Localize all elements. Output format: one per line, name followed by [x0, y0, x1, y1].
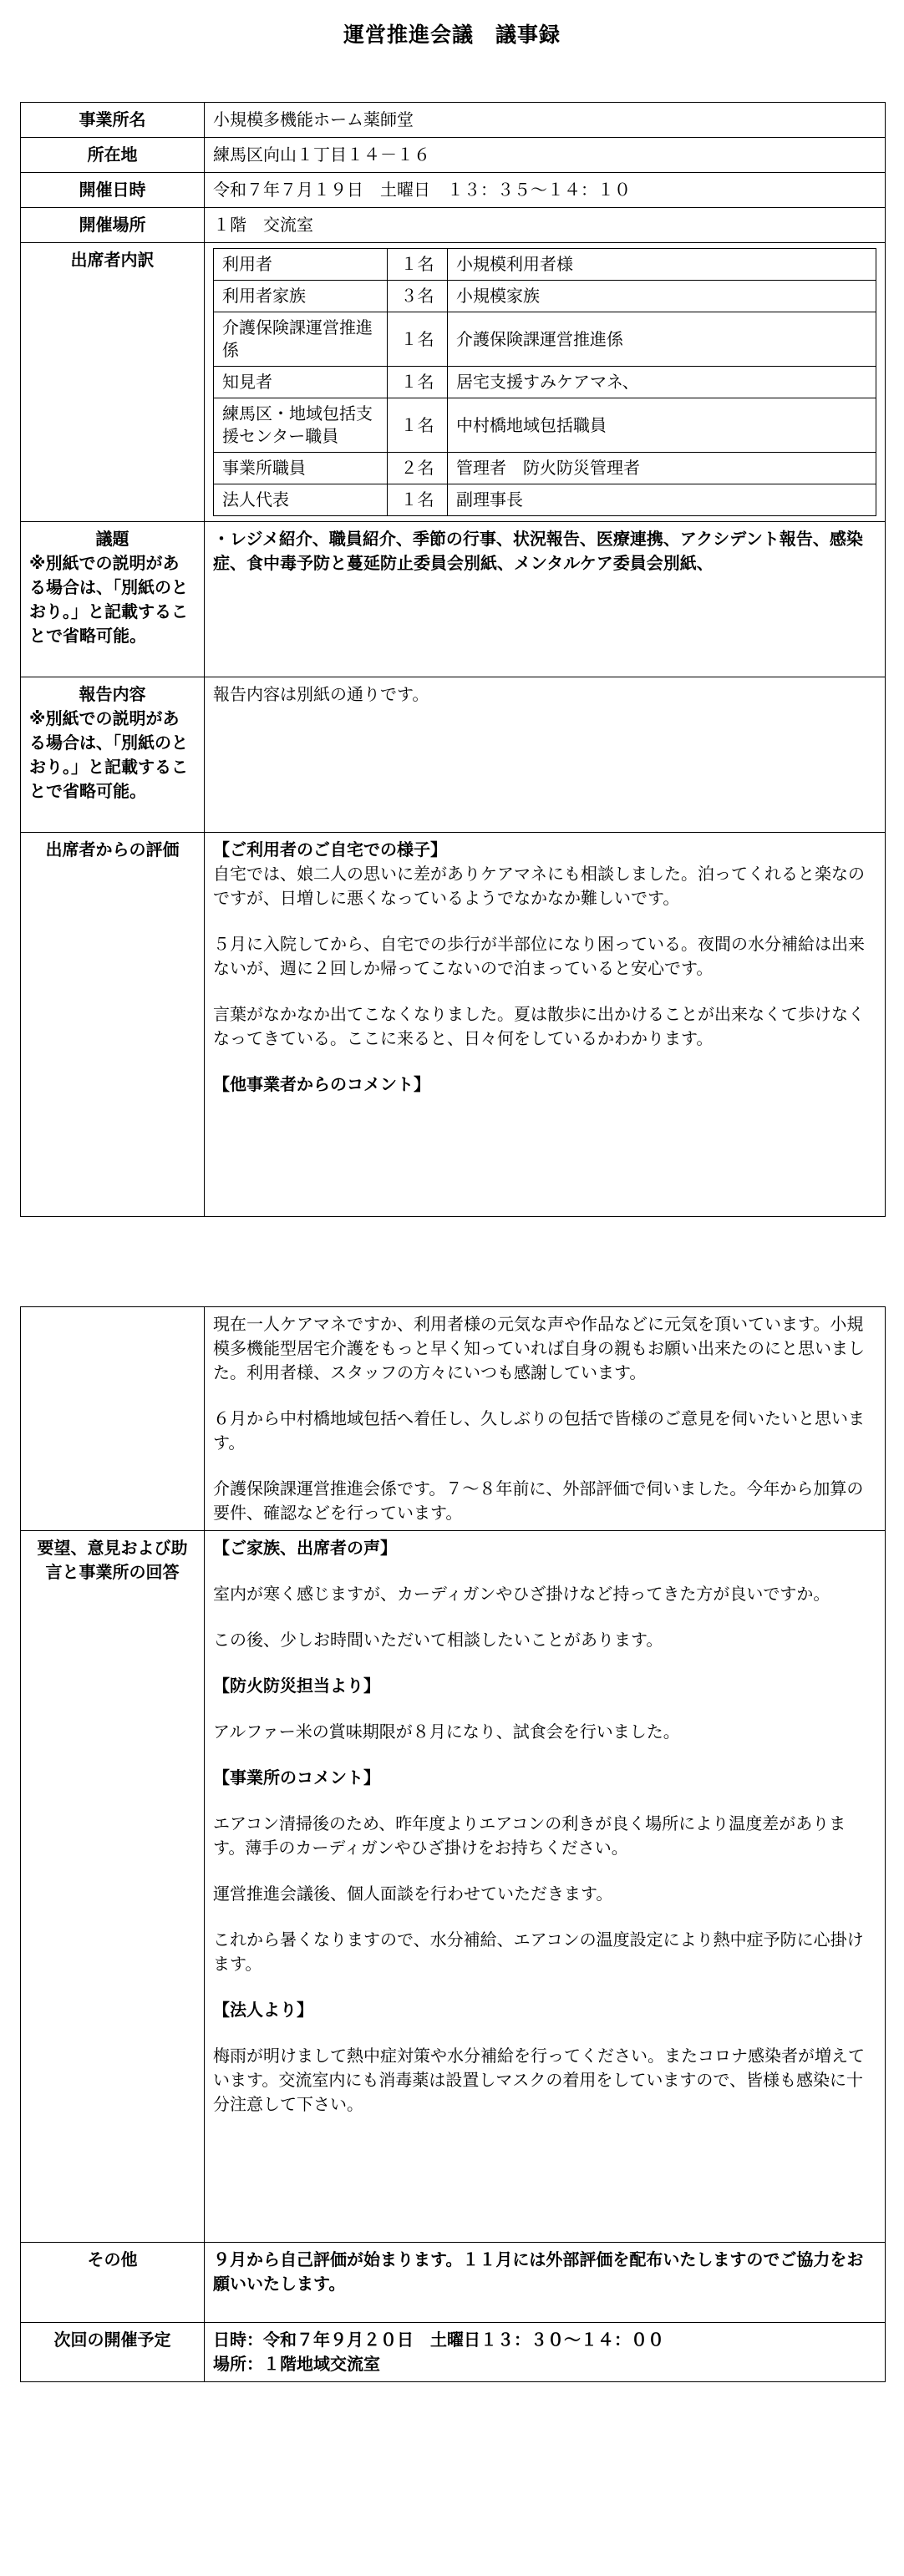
evaluation-continued-cell	[205, 1307, 886, 1531]
attendee-detail: 居宅支援すみケアマネ、	[448, 367, 876, 398]
attendee-role: 練馬区・地域包括支援センター職員	[214, 398, 388, 453]
agenda-note: ※別紙での説明がある場合は、「別紙のとおり。」と記載することで省略可能。	[29, 553, 188, 646]
attendee-row	[214, 484, 876, 516]
minutes-table-page1	[20, 102, 886, 1217]
attendee-detail: 小規模家族	[448, 281, 876, 312]
minutes-table-page2	[20, 1306, 886, 2382]
next-label: 次回の開催予定	[21, 2323, 205, 2382]
office-value: 小規模多機能ホーム薬師堂	[205, 103, 886, 138]
page-title: 運営推進会議 議事録	[343, 23, 561, 47]
requests-heading-corporation: 【法人より】	[213, 2000, 313, 2020]
evaluation-paragraph: ６月から中村橋地域包括へ着任し、久しぶりの包括で皆様のご意見を伺いたいと思います。	[213, 1408, 865, 1453]
evaluation-paragraph: 言葉がなかなか出てこなくなりました。夏は散歩に出かけることが出来なくて歩けなくなってきている。ここに来ると、日々何をしているかわかります。	[213, 1004, 865, 1048]
agenda-row	[21, 522, 886, 677]
date-value: 令和７年７月１９日 土曜日 １３：３５～１４：１０	[205, 173, 886, 208]
attendee-row	[214, 453, 876, 484]
attendee-row	[214, 367, 876, 398]
attendee-count: １名	[388, 367, 448, 398]
attendee-role: 知見者	[214, 367, 388, 398]
next-place: 場所：１階地域交流室	[213, 2354, 380, 2374]
attendee-detail: 管理者 防火防災管理者	[448, 453, 876, 484]
attendee-role: 利用者	[214, 249, 388, 281]
place-value: １階 交流室	[205, 208, 886, 243]
evaluation-cell	[205, 833, 886, 1217]
agenda-label: 議題	[95, 529, 130, 549]
attendees-row	[21, 243, 886, 522]
report-value: 報告内容は別紙の通りです。	[205, 677, 886, 833]
agenda-value: ・レジメ紹介、職員紹介、季節の行事、状況報告、医療連携、アクシデント報告、感染症、食中毒予防と蔓延防止委員会別紙、メンタルケア委員会別紙、	[205, 522, 886, 677]
attendee-count: １名	[388, 484, 448, 516]
requests-cell	[205, 1531, 886, 2243]
requests-paragraph: アルファー米の賞味期限が８月になり、試食会を行いました。	[213, 1722, 680, 1742]
attendee-row	[214, 281, 876, 312]
date-row	[21, 173, 886, 208]
attendee-role: 介護保険課運営推進係	[214, 312, 388, 367]
attendees-table	[213, 248, 876, 516]
requests-paragraph: 室内が寒く感じますが、カーディガンやひざ掛けなど持ってきた方が良いですか。	[213, 1584, 830, 1604]
address-value: 練馬区向山１丁目１４－１６	[205, 138, 886, 173]
address-row	[21, 138, 886, 173]
attendee-count: ２名	[388, 453, 448, 484]
attendee-role: 事業所職員	[214, 453, 388, 484]
evaluation-heading-home: 【ご利用者のご自宅での様子】	[213, 839, 447, 860]
attendee-count: １名	[388, 312, 448, 367]
requests-paragraph: この後、少しお時間いただいて相談したいことがあります。	[213, 1630, 663, 1650]
next-date: 日時：令和７年９月２０日 土曜日１３：３０～１４：００	[213, 2330, 664, 2350]
requests-row	[21, 1531, 886, 2243]
evaluation-paragraph: 現在一人ケアマネですか、利用者様の元気な声や作品などに元気を頂いています。小規模多機能型居宅介護をもっと早く知っていれば自身の親もお願い出来たのにと思いました。利用者様、スタッフの方々にいつも感謝しています。	[213, 1314, 865, 1382]
report-row	[21, 677, 886, 833]
evaluation-label: 出席者からの評価	[21, 833, 205, 1217]
next-row	[21, 2323, 886, 2382]
attendees-cell	[205, 243, 886, 522]
requests-paragraph: 梅雨が明けまして熱中症対策や水分補給を行ってください。またコロナ感染者が増えています。交流室内にも消毒薬は設置しマスクの着用をしていますので、皆様も感染に十分注意して下さい。	[213, 2046, 865, 2114]
attendee-count: １名	[388, 398, 448, 453]
requests-heading-family: 【ご家族、出席者の声】	[213, 1538, 397, 1558]
evaluation-continued-label	[21, 1307, 205, 1531]
report-label-cell	[21, 677, 205, 833]
office-label: 事業所名	[21, 103, 205, 138]
date-label: 開催日時	[21, 173, 205, 208]
report-note: ※別紙での説明がある場合は、「別紙のとおり。」と記載することで省略可能。	[29, 708, 188, 801]
attendee-detail: 介護保険課運営推進係	[448, 312, 876, 367]
other-row	[21, 2243, 886, 2323]
report-label: 報告内容	[79, 684, 146, 704]
attendee-count: １名	[388, 249, 448, 281]
requests-heading-office: 【事業所のコメント】	[213, 1767, 380, 1787]
attendee-row	[214, 249, 876, 281]
attendee-count: ３名	[388, 281, 448, 312]
evaluation-paragraph: 自宅では、娘二人の思いに差がありケアマネにも相談しました。泊ってくれると楽なのですが、日増しに悪くなっているようでなかなか難しいです。	[213, 864, 865, 908]
attendee-row	[214, 312, 876, 367]
requests-paragraph: エアコン清掃後のため、昨年度よりエアコンの利きが良く場所により温度差があります。薄手のカーディガンやひざ掛けをお持ちください。	[213, 1813, 846, 1858]
place-row	[21, 208, 886, 243]
requests-heading-fire: 【防火防災担当より】	[213, 1676, 380, 1696]
evaluation-row	[21, 833, 886, 1217]
place-label: 開催場所	[21, 208, 205, 243]
other-label: その他	[21, 2243, 205, 2323]
attendees-label: 出席者内訳	[21, 243, 205, 522]
evaluation-paragraph: 介護保険課運営推進会係です。７～８年前に、外部評価で伺いました。今年から加算の要件、確認などを行っています。	[213, 1478, 864, 1523]
evaluation-paragraph: ５月に入院してから、自宅での歩行が半部位になり困っている。夜間の水分補給は出来ないが、週に２回しか帰ってこないので泊まっていると安心です。	[213, 934, 865, 978]
requests-paragraph: これから暑くなりますので、水分補給、エアコンの温度設定により熱中症予防に心掛けます。	[213, 1929, 864, 1974]
attendee-detail: 小規模利用者様	[448, 249, 876, 281]
other-value: ９月から自己評価が始まります。１１月には外部評価を配布いたしますのでご協力をお願いいたします。	[205, 2243, 886, 2323]
attendee-role: 利用者家族	[214, 281, 388, 312]
address-label: 所在地	[21, 138, 205, 173]
evaluation-heading-others: 【他事業者からのコメント】	[213, 1074, 430, 1094]
requests-label: 要望、意見および助言と事業所の回答	[21, 1531, 205, 2243]
office-row	[21, 103, 886, 138]
next-cell	[205, 2323, 886, 2382]
attendee-detail: 中村橋地域包括職員	[448, 398, 876, 453]
evaluation-continued-row	[21, 1307, 886, 1531]
attendee-detail: 副理事長	[448, 484, 876, 516]
requests-paragraph: 運営推進会議後、個人面談を行わせていただきます。	[213, 1884, 613, 1904]
attendee-row	[214, 398, 876, 453]
agenda-label-cell	[21, 522, 205, 677]
attendee-role: 法人代表	[214, 484, 388, 516]
